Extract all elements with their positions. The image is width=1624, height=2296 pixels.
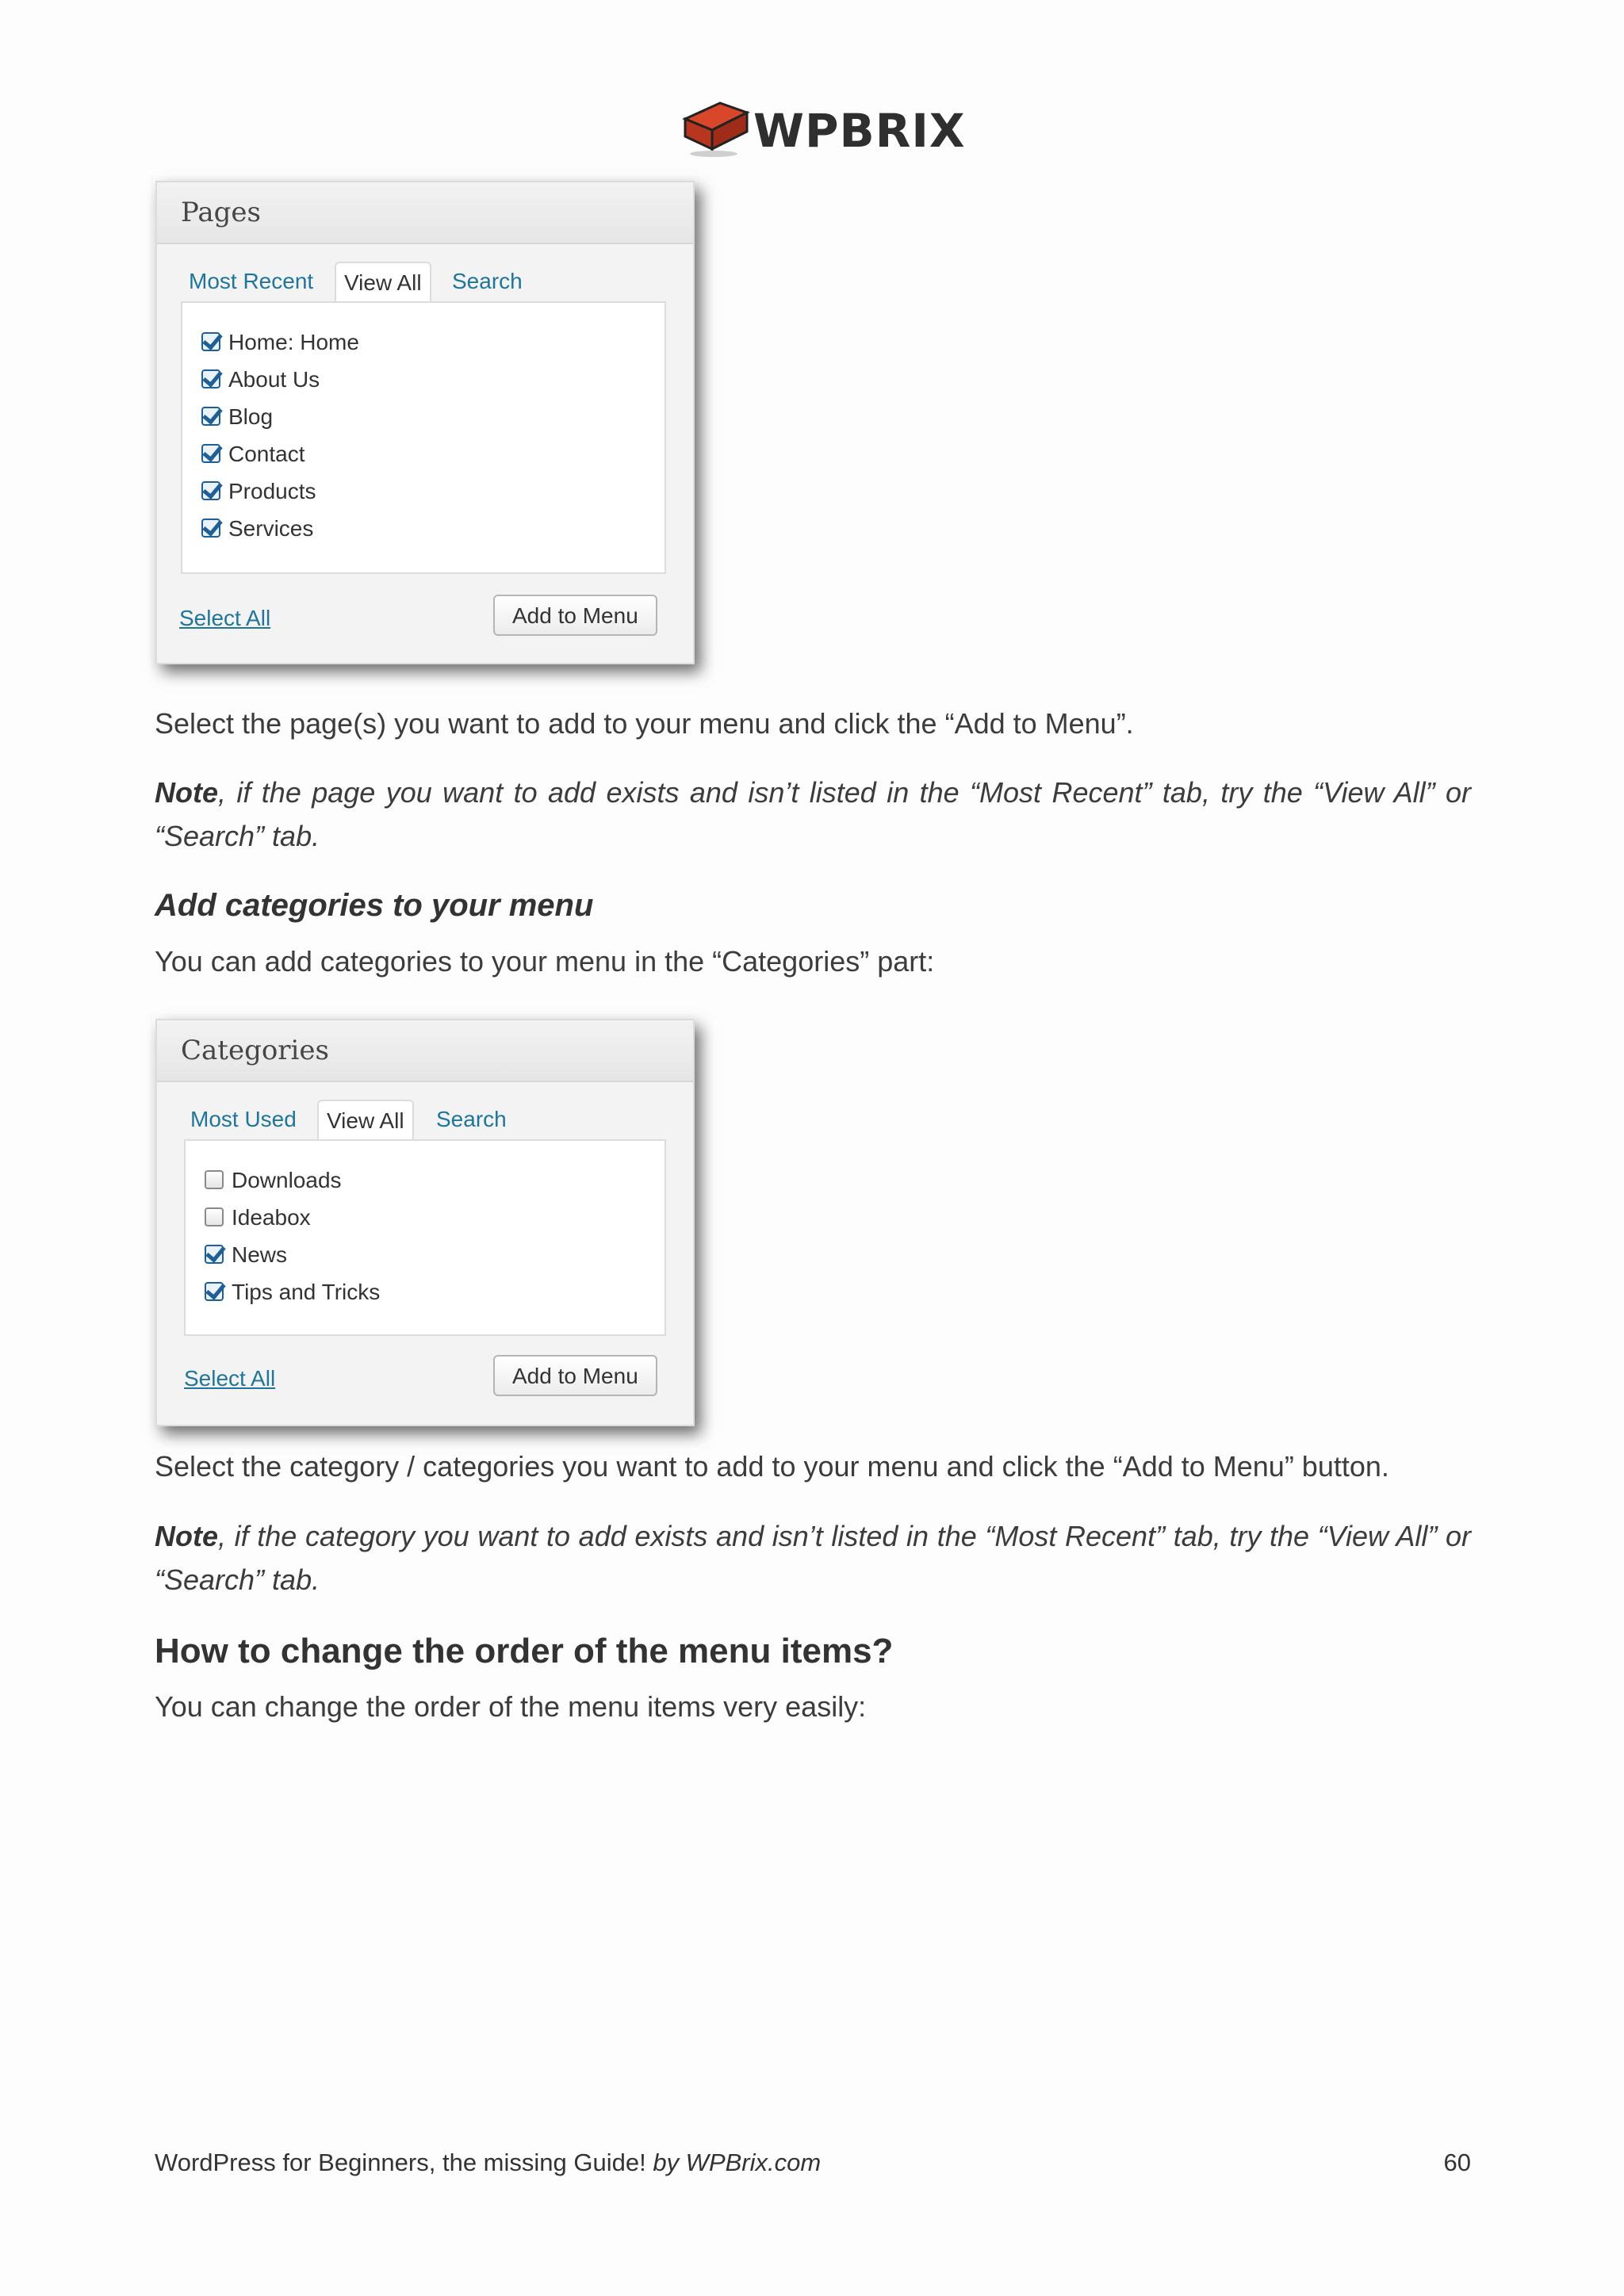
pages-panel [155, 181, 695, 664]
checkbox[interactable] [205, 1245, 224, 1264]
tab-most-used[interactable]: Most Used [190, 1107, 297, 1131]
categories-panel-header [157, 1020, 693, 1082]
tab-view-all[interactable]: View All [317, 1100, 414, 1142]
checkbox[interactable] [205, 1170, 224, 1189]
pages-panel-title: Pages [181, 197, 261, 228]
tab-view-all[interactable]: View All [335, 262, 431, 304]
checkbox[interactable] [201, 481, 220, 500]
wpbrix-logo [680, 97, 966, 160]
section-heading: How to change the order of the menu items? [155, 1632, 894, 1670]
categories-panel [155, 1019, 695, 1426]
footer-title: WordPress for Beginners, the missing Guide! by WPBrix.com [155, 2149, 822, 2176]
checkbox[interactable] [201, 332, 220, 351]
tab-search[interactable]: Search [452, 269, 523, 293]
paragraph: Select the page(s) you want to add to your menu and click the “Add to Menu”. [155, 707, 1134, 740]
checkbox[interactable] [201, 369, 220, 388]
brick-icon [680, 97, 752, 160]
tab-most-recent[interactable]: Most Recent [189, 269, 314, 293]
checkbox[interactable] [205, 1282, 224, 1301]
paragraph: You can add categories to your menu in the “Categories” part: [155, 945, 935, 978]
checkbox[interactable] [201, 444, 220, 463]
select-all-link[interactable]: Select All [184, 1366, 276, 1391]
pages-panel-header [157, 182, 693, 244]
paragraph: You can change the order of the menu items very easily: [155, 1690, 867, 1723]
add-to-menu-button[interactable]: Add to Menu [493, 1355, 657, 1396]
categories-list: Downloads Ideabox News Tips and Tricks [184, 1139, 666, 1336]
pages-list: Home: Home About Us Blog Contact Products Services [181, 301, 666, 574]
tab-search[interactable]: Search [436, 1107, 507, 1131]
paragraph: Select the category / categories you want to add to your menu and click the “Add to Menu” button. [155, 1450, 1389, 1483]
footer-byline: by WPBrix.com [653, 2149, 822, 2176]
select-all-link[interactable]: Select All [179, 606, 271, 630]
add-to-menu-button[interactable]: Add to Menu [493, 595, 657, 636]
note-paragraph: Note, if the page you want to add exists and isn’t listed in the “Most Recent” tab, try the “View All” or “Search” tab. [155, 776, 1471, 852]
categories-panel-title: Categories [181, 1035, 329, 1066]
page-number: 60 [1443, 2149, 1471, 2176]
checkbox[interactable] [201, 407, 220, 426]
note-label: Note [155, 776, 218, 809]
checkbox[interactable] [201, 519, 220, 538]
note-paragraph: Note, if the category you want to add exists and isn’t listed in the “Most Recent” tab, try the “View All” or “Search” tab. [155, 1520, 1471, 1596]
logo-wordmark: WPBRIX [753, 104, 966, 158]
section-subheading: Add categories to your menu [155, 888, 594, 923]
checkbox[interactable] [205, 1207, 224, 1226]
note-label: Note [155, 1520, 218, 1552]
